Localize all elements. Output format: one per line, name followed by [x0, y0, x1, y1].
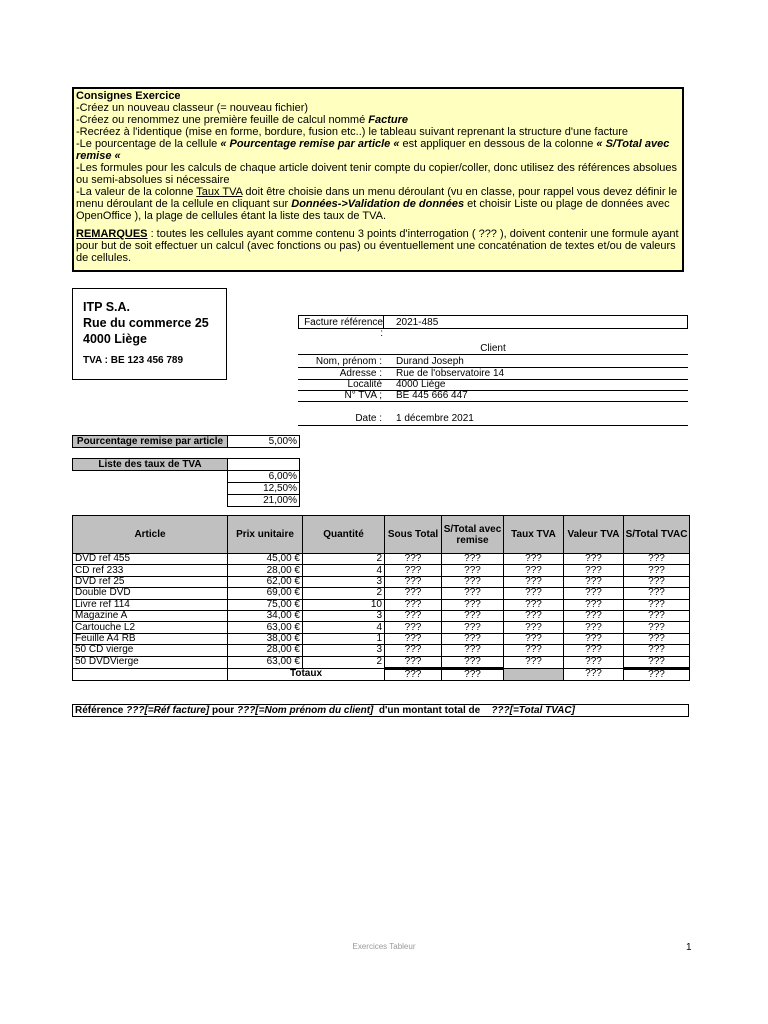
totaux-row [73, 668, 690, 680]
remise-label: Pourcentage remise par article [73, 436, 228, 448]
cell-valeur-tva[interactable]: ??? [564, 610, 624, 621]
cell-stotal-remise[interactable]: ??? [442, 610, 504, 621]
total-sous-total[interactable]: ??? [385, 668, 442, 680]
cell-taux-tva[interactable]: ??? [504, 554, 564, 565]
instruction-text: et choisir Liste ou plage de données avec OpenOffice ), la plage de cellules étant la liste des taux de TVA. [76, 198, 670, 222]
instruction-emphasis: « Pourcentage remise par article « [220, 138, 400, 150]
remarques [76, 228, 680, 264]
cell-valeur-tva[interactable]: ??? [564, 633, 624, 644]
cell-article[interactable]: DVD ref 25 [73, 576, 228, 587]
client-tva-value: BE 445 666 447 [396, 390, 468, 401]
taux-label: Liste des taux de TVA [73, 459, 228, 471]
reference-text: d'un montant total de [373, 705, 492, 716]
reference-text: Référence [75, 705, 127, 716]
cell-stotal-remise[interactable]: ??? [442, 554, 504, 565]
instruction-line: -Créez un nouveau classeur (= nouveau fichier) [76, 102, 309, 114]
cell-taux-tva[interactable]: ??? [504, 588, 564, 599]
table-row [73, 622, 690, 633]
cell-quantite[interactable]: 2 [303, 554, 385, 565]
cell-quantite[interactable]: 3 [303, 610, 385, 621]
header-row [73, 516, 690, 554]
header-taux-tva: Taux TVA [504, 516, 564, 554]
totaux-empty [73, 668, 228, 680]
date-label: Date : [355, 413, 382, 424]
cell-valeur-tva[interactable]: ??? [564, 599, 624, 610]
cell-taux-tva[interactable]: ??? [504, 656, 564, 668]
cell-stotal-remise[interactable]: ??? [442, 599, 504, 610]
instruction-emphasis: « S/Total avec remise « [76, 138, 670, 162]
cell-quantite[interactable]: 4 [303, 622, 385, 633]
cell-stotal-tvac[interactable]: ??? [624, 610, 690, 621]
cell-valeur-tva[interactable]: ??? [564, 645, 624, 656]
cell-prix[interactable]: 62,00 € [228, 576, 303, 587]
cell-stotal-remise[interactable]: ??? [442, 656, 504, 668]
instruction-line [76, 114, 680, 126]
taux-table [72, 458, 300, 507]
cell-article[interactable]: Magazine A [73, 610, 228, 621]
cell-article[interactable]: 50 CD vierge [73, 645, 228, 656]
reference-text: pour [209, 705, 237, 716]
cell-article[interactable]: Livre ref 114 [73, 599, 228, 610]
cell-prix[interactable]: 34,00 € [228, 610, 303, 621]
table-row [73, 610, 690, 621]
adresse-value: Rue de l'observatoire 14 [396, 368, 505, 379]
cell-stotal-remise[interactable]: ??? [442, 633, 504, 644]
cell-sous-total[interactable]: ??? [385, 633, 442, 644]
table-row [73, 588, 690, 599]
cell-quantite[interactable]: 4 [303, 565, 385, 576]
taux-value[interactable]: 21,00% [228, 495, 300, 507]
table-row [73, 576, 690, 587]
instruction-line [76, 138, 680, 162]
cell-article[interactable]: 50 DVDVierge [73, 656, 228, 668]
remise-value[interactable]: 5,00% [228, 436, 300, 448]
instruction-emphasis: Données->Validation de données [291, 198, 465, 210]
articles-table [72, 515, 690, 681]
instructions-box [72, 87, 684, 272]
cell-quantite[interactable]: 3 [303, 576, 385, 587]
cell-prix[interactable]: 69,00 € [228, 588, 303, 599]
cell-taux-tva[interactable]: ??? [504, 565, 564, 576]
cell-quantite[interactable]: 2 [303, 656, 385, 668]
cell-valeur-tva[interactable]: ??? [564, 588, 624, 599]
cell-quantite[interactable]: 1 [303, 633, 385, 644]
reference-placeholder: ???[=Réf facture] [126, 705, 210, 716]
cell-taux-tva[interactable]: ??? [504, 622, 564, 633]
company-tva: TVA : BE 123 456 789 [83, 355, 184, 366]
table-row [73, 656, 690, 668]
cell-taux-tva[interactable]: ??? [504, 599, 564, 610]
nom-value: Durand Joseph [396, 356, 464, 367]
cell-sous-total[interactable]: ??? [385, 610, 442, 621]
cell-stotal-remise[interactable]: ??? [442, 576, 504, 587]
cell-prix[interactable]: 28,00 € [228, 565, 303, 576]
nom-label: Nom, prénom : [315, 356, 382, 367]
instruction-emphasis: Facture [368, 114, 408, 126]
client-tva-label: N° TVA ; [344, 390, 382, 401]
instructions-title: Consignes Exercice [76, 90, 181, 102]
cell-stotal-tvac[interactable]: ??? [624, 565, 690, 576]
localite-value: 4000 Liège [396, 379, 446, 390]
facture-ref-value: 2021-485 [396, 317, 439, 328]
cell-sous-total[interactable]: ??? [385, 588, 442, 599]
remarques-label: REMARQUES [76, 228, 148, 240]
header-valeur-tva: Valeur TVA [564, 516, 624, 554]
reference-line [72, 704, 689, 717]
cell-sous-total[interactable]: ??? [385, 554, 442, 565]
cell-prix[interactable]: 75,00 € [228, 599, 303, 610]
cell-stotal-remise[interactable]: ??? [442, 588, 504, 599]
taux-value[interactable]: 12,50% [228, 483, 300, 495]
cell-stotal-tvac[interactable]: ??? [624, 656, 690, 668]
cell-valeur-tva[interactable]: ??? [564, 622, 624, 633]
cell-stotal-remise[interactable]: ??? [442, 565, 504, 576]
cell-valeur-tva[interactable]: ??? [564, 565, 624, 576]
cell-stotal-remise[interactable]: ??? [442, 622, 504, 633]
cell-quantite[interactable]: 3 [303, 645, 385, 656]
instruction-text: -La valeur de la colonne [76, 186, 197, 198]
table-row [73, 633, 690, 644]
facture-ref-label: Facture référence : [304, 317, 383, 339]
cell-quantite[interactable]: 10 [303, 599, 385, 610]
cell-stotal-remise[interactable]: ??? [442, 645, 504, 656]
instruction-line: -Recréez à l'identique (mise en forme, bordure, fusion etc..) le tableau suivant reprenant la structure d'une facture [76, 126, 629, 138]
instruction-text: -Créez ou renommez une première feuille de calcul nommé [76, 114, 369, 126]
cell-article[interactable]: Feuille A4 RB [73, 633, 228, 644]
instruction-text: doit être choisie dans un menu déroulant (vu en classe, pour rappel vous devez définir le menu déroulant de la cellule en cliquant sur [76, 186, 678, 210]
facture-ref-row [298, 315, 688, 339]
remarques-text: : toutes les cellules ayant comme contenu 3 points d'interrogation ( ??? ), doivent contenir une formule ayant pour but de soit effectuer un calcul (avec fonctions ou pas) ou éventuellement une concaténation de textes et/ou de valeurs de cellules. [76, 228, 679, 264]
totaux-gray [504, 668, 564, 680]
localite-label: Localité [347, 379, 382, 390]
instruction-line: -Les formules pour les calculs de chaque article doivent tenir compte du copier/coller, donc utilisez des références absolues ou semi-absolues si nécessaire [76, 162, 678, 186]
cell-prix[interactable]: 63,00 € [228, 656, 303, 668]
cell-sous-total[interactable]: ??? [385, 645, 442, 656]
table-row [73, 599, 690, 610]
table-row [73, 554, 690, 565]
total-tvac[interactable]: ??? [624, 668, 690, 680]
cell-sous-total[interactable]: ??? [385, 656, 442, 668]
totaux-label: Totaux [228, 668, 385, 680]
company-box [72, 288, 227, 380]
cell-valeur-tva[interactable]: ??? [564, 656, 624, 668]
cell-taux-tva[interactable]: ??? [504, 576, 564, 587]
cell-stotal-tvac[interactable]: ??? [624, 588, 690, 599]
cell-stotal-tvac[interactable]: ??? [624, 633, 690, 644]
cell-stotal-tvac[interactable]: ??? [624, 622, 690, 633]
reference-placeholder: ???[=Total TVAC] [491, 705, 575, 716]
cell-article[interactable]: Double DVD [73, 588, 228, 599]
page-number: 1 [686, 942, 692, 953]
header-quantite: Quantité [303, 516, 385, 554]
cell-quantite[interactable]: 2 [303, 588, 385, 599]
cell-prix[interactable]: 63,00 € [228, 622, 303, 633]
reference-placeholder: ???[=Nom prénom du client] [236, 705, 374, 716]
cell-stotal-tvac[interactable]: ??? [624, 645, 690, 656]
date-value: 1 décembre 2021 [396, 413, 474, 424]
cell-prix[interactable]: 45,00 € [228, 554, 303, 565]
header-sous-total: Sous Total [385, 516, 442, 554]
cell-sous-total[interactable]: ??? [385, 576, 442, 587]
company-street: Rue du commerce 25 [83, 316, 209, 330]
total-stotal-remise[interactable]: ??? [442, 668, 504, 680]
cell-stotal-tvac[interactable]: ??? [624, 554, 690, 565]
instruction-underline: Taux TVA [196, 186, 243, 198]
taux-empty [228, 459, 300, 471]
adresse-label: Adresse : [339, 368, 382, 379]
header-stotal-remise: S/Total avec remise [442, 516, 504, 554]
footer-text: Exercices Tableur [352, 942, 416, 951]
table-row [73, 565, 690, 576]
remise-table [72, 435, 300, 448]
total-valeur-tva[interactable]: ??? [564, 668, 624, 680]
header-article: Article [73, 516, 228, 554]
cell-stotal-tvac[interactable]: ??? [624, 576, 690, 587]
company-city: 4000 Liège [83, 332, 147, 346]
cell-article[interactable]: DVD ref 455 [73, 554, 228, 565]
cell-sous-total[interactable]: ??? [385, 565, 442, 576]
cell-valeur-tva[interactable]: ??? [564, 554, 624, 565]
cell-sous-total[interactable]: ??? [385, 599, 442, 610]
cell-valeur-tva[interactable]: ??? [564, 576, 624, 587]
table-row [73, 645, 690, 656]
cell-prix[interactable]: 28,00 € [228, 645, 303, 656]
cell-prix[interactable]: 38,00 € [228, 633, 303, 644]
client-title: Client [480, 343, 506, 354]
cell-article[interactable]: Cartouche L2 [73, 622, 228, 633]
header-stotal-tvac: S/Total TVAC [624, 516, 690, 554]
instruction-text: est appliquer en dessous de la colonne [399, 138, 597, 150]
company-name: ITP S.A. [83, 300, 131, 314]
cell-article[interactable]: CD ref 233 [73, 565, 228, 576]
cell-stotal-tvac[interactable]: ??? [624, 599, 690, 610]
cell-taux-tva[interactable]: ??? [504, 645, 564, 656]
header-prix: Prix unitaire [228, 516, 303, 554]
instruction-line [76, 186, 680, 222]
cell-sous-total[interactable]: ??? [385, 622, 442, 633]
cell-taux-tva[interactable]: ??? [504, 610, 564, 621]
instruction-text: -Le pourcentage de la cellule [76, 138, 221, 150]
taux-value[interactable]: 6,00% [228, 471, 300, 483]
cell-taux-tva[interactable]: ??? [504, 633, 564, 644]
